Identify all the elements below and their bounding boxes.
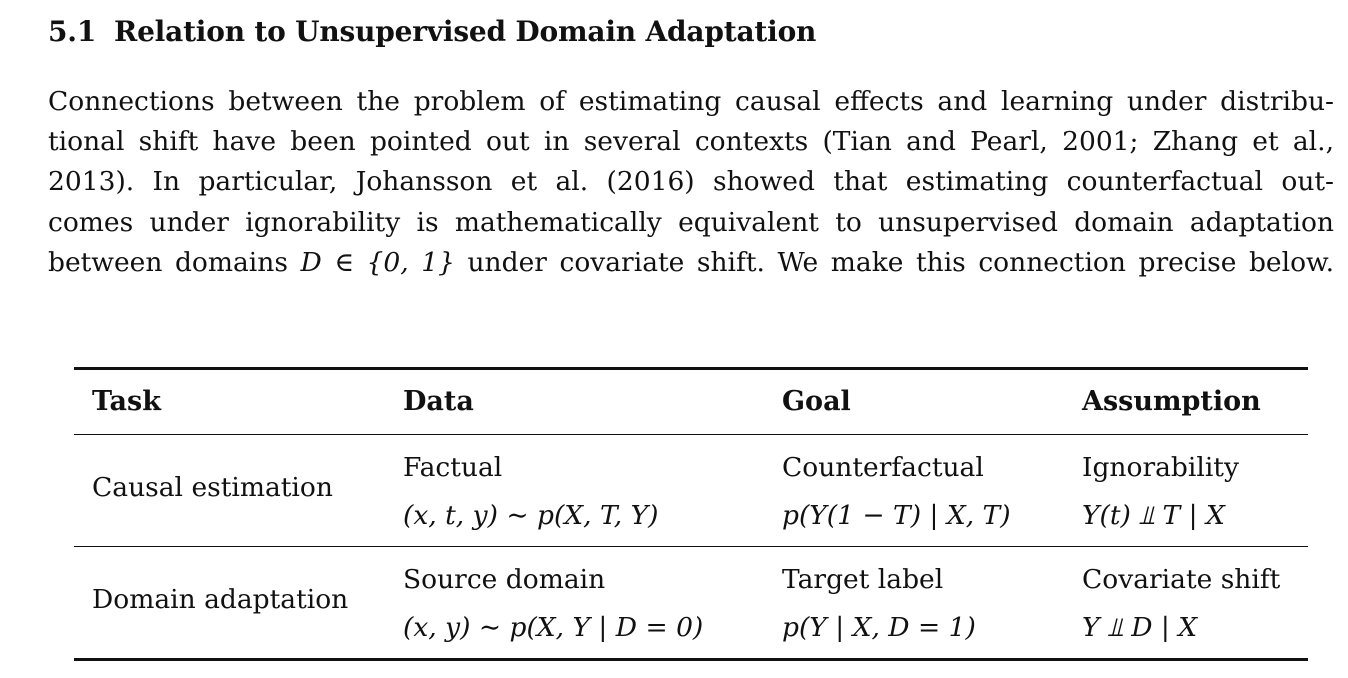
header-task: Task [92,386,161,417]
header-goal: Goal [782,386,851,417]
paragraph-text: between domains [48,246,301,278]
row-task: Domain adaptation [92,584,349,615]
paragraph-line: 2013). In particular, Johansson et al. (2016) showed that estimating counterfactual out- [48,166,1334,198]
paragraph-line: comes under ignorability is mathematically equivalent to unsupervised domain adaptation [48,206,1334,238]
section-heading [48,12,816,52]
row-goal-formula: p(Y(1 − T) | X, T) [782,500,1011,531]
row-data-formula: (x, t, y) ∼ p(X, T, Y) [403,500,659,531]
row-goal-label: Target label [782,564,944,595]
header-assumption: Assumption [1082,386,1261,417]
row-goal-label: Counterfactual [782,452,984,483]
header-data: Data [403,386,474,417]
table-bottom-rule [74,658,1308,661]
row-task: Causal estimation [92,472,333,503]
paragraph-line [48,243,1334,283]
row-data-formula: (x, y) ∼ p(X, Y | D = 0) [403,612,704,643]
comparison-table [74,367,1308,661]
row-data-label: Source domain [403,564,606,595]
section-title: Relation to Unsupervised Domain Adaptation [114,15,817,48]
inline-math: D ∈ {0, 1} [300,246,455,278]
paragraph-text: under covariate shift. We make this connection precise below. [454,246,1334,278]
row-goal-formula: p(Y | X, D = 1) [782,612,976,643]
body-paragraph [48,82,1334,283]
row-assumption-label: Covariate shift [1082,564,1281,595]
paragraph-line: Connections between the problem of estimating causal effects and learning under distribu- [48,86,1334,117]
paragraph-line: tional shift have been pointed out in several contexts (Tian and Pearl, 2001; Zhang et al., [48,126,1334,158]
row-data-label: Factual [403,452,503,483]
row-assumption-formula: Y ⫫ D | X [1082,612,1198,643]
row-assumption-formula: Y(t) ⫫ T | X [1082,500,1225,531]
row-assumption-label: Ignorability [1082,452,1239,483]
section-number: 5.1 [48,15,97,48]
table-row [74,547,1308,658]
table-row [74,435,1308,546]
table-header-row [74,370,1308,434]
